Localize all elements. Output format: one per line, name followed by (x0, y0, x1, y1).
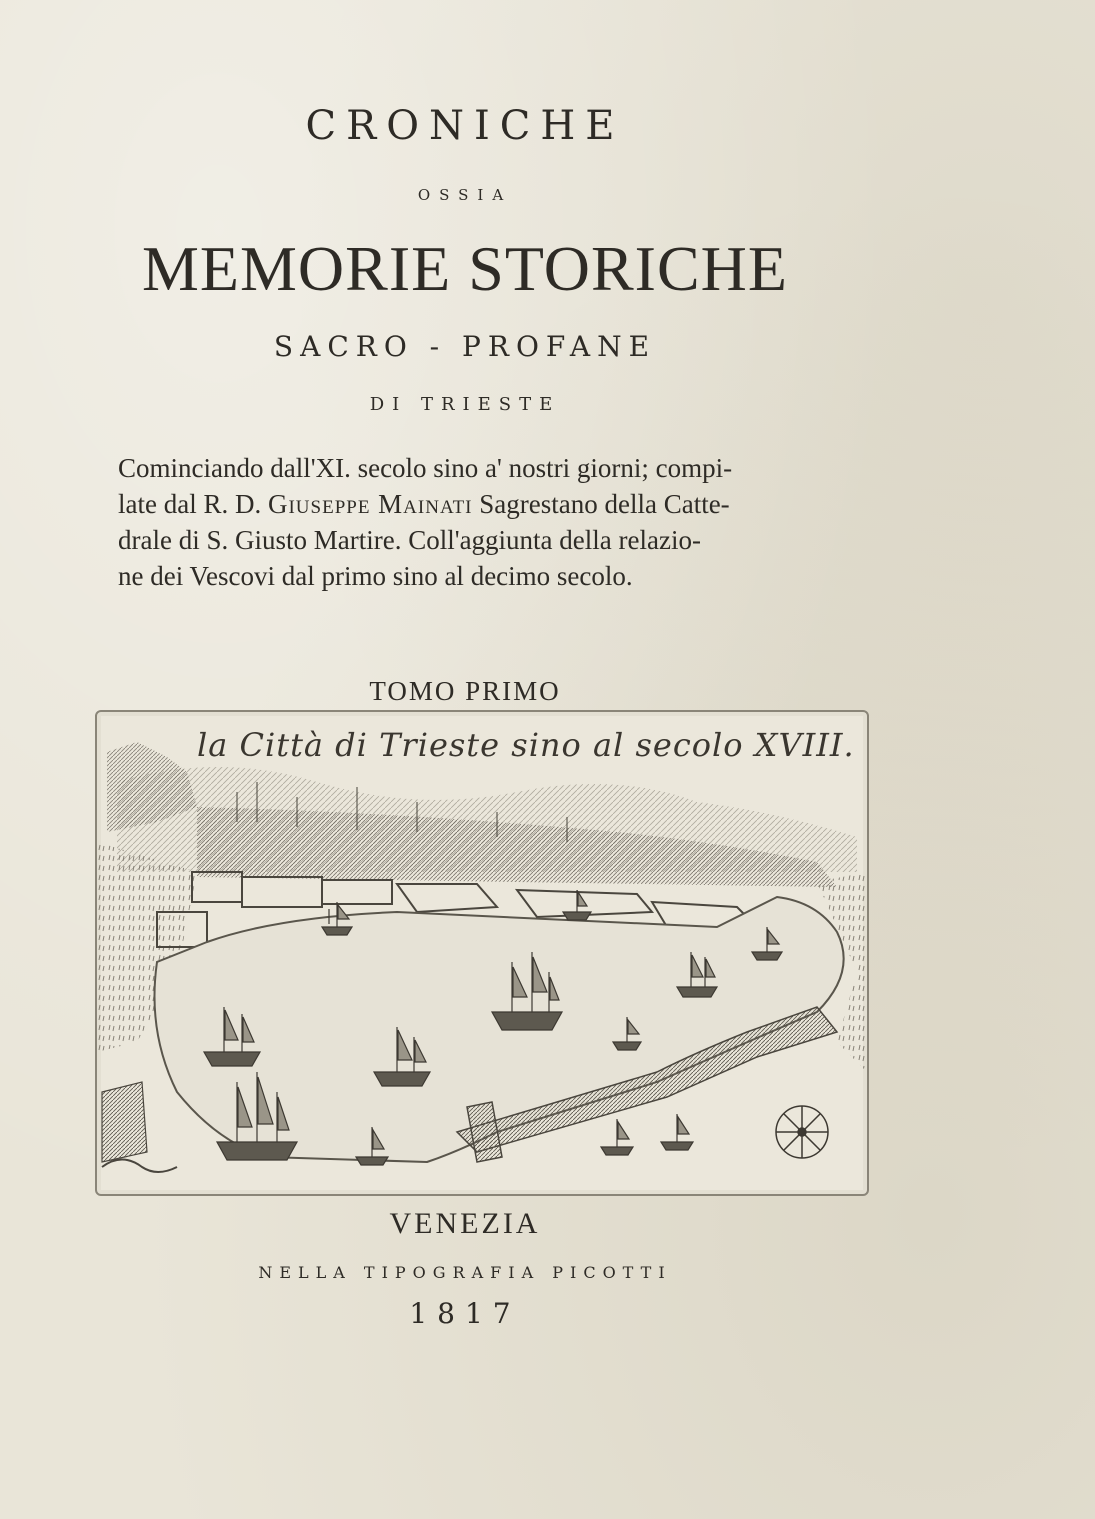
description-line: drale di S. Giusto Martire. Coll'aggiunta della relazio- (118, 525, 701, 555)
imprint-year: 1817 (409, 1297, 521, 1330)
imprint-printer: NELLA TIPOGRAFIA PICOTTI (258, 1263, 672, 1282)
title-main: MEMORIE STORICHE (142, 233, 788, 304)
author-name: Giuseppe Mainati (267, 489, 473, 519)
imprint-city: VENEZIA (389, 1207, 541, 1240)
description-line: Cominciando dall'XI. secolo sino a' nostri giorni; compi- (118, 453, 733, 483)
title-ossia: OSSIA (417, 186, 513, 204)
engraving-caption: la Città di Trieste sino al secolo XVIII. (197, 726, 855, 764)
compass-rose-icon (776, 1106, 828, 1158)
title-croniche: CRONICHE (305, 103, 625, 149)
volume-label: TOMO PRIMO (369, 676, 561, 706)
description-paragraph (118, 450, 828, 594)
trieste-harbor-illustration (97, 712, 867, 1194)
title-subtitle: SACRO - PROFANE (273, 330, 657, 363)
description-line: ne dei Vescovi dal primo sino al decimo secolo. (118, 561, 633, 591)
title-place: DI TRIESTE (369, 394, 561, 415)
harbor-engraving (95, 710, 869, 1196)
description-line: late dal R. D. Giuseppe Mainati Sagrestano della Catte- (118, 489, 730, 519)
